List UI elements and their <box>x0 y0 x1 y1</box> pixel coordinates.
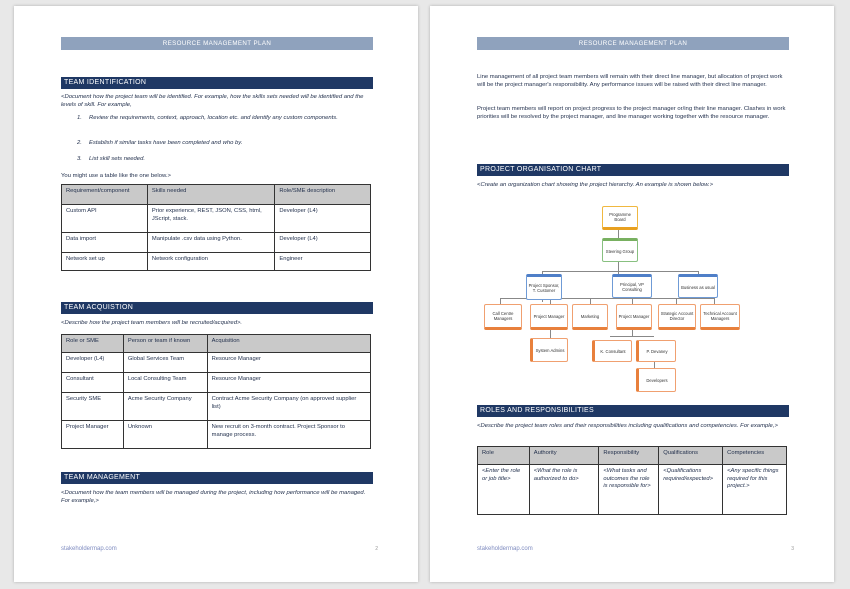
table-row: Custom API Prior experience, REST, JSON, CSS, html, JScript, stack. Developer (L4) <box>62 205 371 233</box>
table-row: Project Manager Unknown New recruit on 3-month contract. Project Sponsor to manage process. <box>62 421 371 449</box>
page-header: RESOURCE MANAGEMENT PLAN <box>61 37 373 50</box>
list-item: 1. Review the requirements, context, approach, location etc. and identify any custom components. <box>77 115 338 121</box>
org-node: Developers <box>636 368 676 392</box>
table-header: Role <box>478 447 530 465</box>
org-node: Marketing <box>572 304 608 330</box>
roles-table <box>477 446 787 515</box>
table-row: <Enter the role or job title> <What the role is authorized to do> <What tasks and outcomes the role is responsible for> <Qualifications required/expected> <Any specific things required for this project.> <box>478 465 787 515</box>
org-node: Technical Account Managers <box>700 304 740 330</box>
team-management-intro: <Document how the team members will be managed during the project, including how performance will be managed. For example,> <box>61 490 366 504</box>
page-2 <box>14 6 418 582</box>
table-intro: You might use a table like the one below.> <box>61 173 171 179</box>
table-header: Responsibility <box>599 447 659 465</box>
roles-intro: <Describe the project team roles and their responsibilities including qualifications and competencies. For example,> <box>477 423 778 429</box>
list-item: 2. Establish if similar tasks have been completed and who by. <box>77 140 243 146</box>
table-row: Data import Manipulate .csv data using Python. Developer (L4) <box>62 233 371 253</box>
section-title-team-acquisition: TEAM ACQUISTION <box>61 302 373 314</box>
footer-link[interactable]: stakeholdermap.com <box>477 546 533 552</box>
org-node: Strategic Account Director <box>658 304 696 330</box>
section-title-team-management: TEAM MANAGEMENT <box>61 472 373 484</box>
table-row: Developer (L4) Global Services Team Resource Manager <box>62 353 371 373</box>
table-header: Skills needed <box>147 185 274 205</box>
table-row: Network set up Network configuration Engineer <box>62 253 371 271</box>
list-item: 3. List skill sets needed. <box>77 156 145 162</box>
org-node: Call Centre Managers <box>484 304 522 330</box>
line-management-paragraph: Line management of all project team members will remain with their direct line manager, but allocation of project work will be the project manager's responsibility. Any performance issues will be raised with their direct line manager. <box>477 74 783 88</box>
table-row: Security SME Acme Security Company Contract Acme Security Company (on approved supplier list) <box>62 393 371 421</box>
section-title-org-chart: PROJECT ORGANISATION CHART <box>477 164 789 176</box>
page-3 <box>430 6 834 582</box>
org-node: Principal, VP Consulting <box>612 274 652 298</box>
table-header: Authority <box>529 447 599 465</box>
table-header: Role or SME <box>62 335 124 353</box>
section-title-team-identification: TEAM IDENTIFICATION <box>61 77 373 89</box>
table-row: Consultant Local Consulting Team Resource Manager <box>62 373 371 393</box>
table-header: Requirement/component <box>62 185 148 205</box>
org-node: System Admins <box>530 338 568 362</box>
table-header: Acquisition <box>207 335 370 353</box>
org-node: P. Devaney <box>636 340 676 362</box>
team-identification-intro: <Document how the project team will be identified. For example, how the skills sets needed will be identified and the levels of skill. For example, <box>61 94 364 108</box>
page-number: 2 <box>375 546 378 552</box>
org-node: Project Sponsor, T. Customer <box>526 274 562 300</box>
reporting-paragraph: Project team members will report on project progress to the project manager or/ing their line manager. Clashes in work priorities will be resolved by the project manager, and line manager working together with the resource manager. <box>477 106 786 120</box>
org-node: Project Manager <box>530 304 568 330</box>
org-node: Business as usual <box>678 274 718 298</box>
org-node: Programme Board <box>602 206 638 230</box>
org-node: Steering Group <box>602 238 638 262</box>
table-header: Qualifications <box>659 447 723 465</box>
skills-table <box>61 184 371 271</box>
footer-link[interactable]: stakeholdermap.com <box>61 546 117 552</box>
page-number: 3 <box>791 546 794 552</box>
team-acquisition-intro: <Describe how the project team members will be recruited/acquired>. <box>61 320 243 326</box>
org-chart-intro: <Create an organization chart showing the project hierarchy. An example is shown below.> <box>477 182 714 188</box>
acquisition-table <box>61 334 371 449</box>
section-title-roles: ROLES AND RESPONSIBILITIES <box>477 405 789 417</box>
page-header: RESOURCE MANAGEMENT PLAN <box>477 37 789 50</box>
table-header: Role/SME description <box>275 185 371 205</box>
table-header: Competencies <box>723 447 787 465</box>
org-node: K. Consultant <box>592 340 632 362</box>
table-header: Person or team if known <box>123 335 207 353</box>
org-node: Project Manager <box>616 304 652 330</box>
